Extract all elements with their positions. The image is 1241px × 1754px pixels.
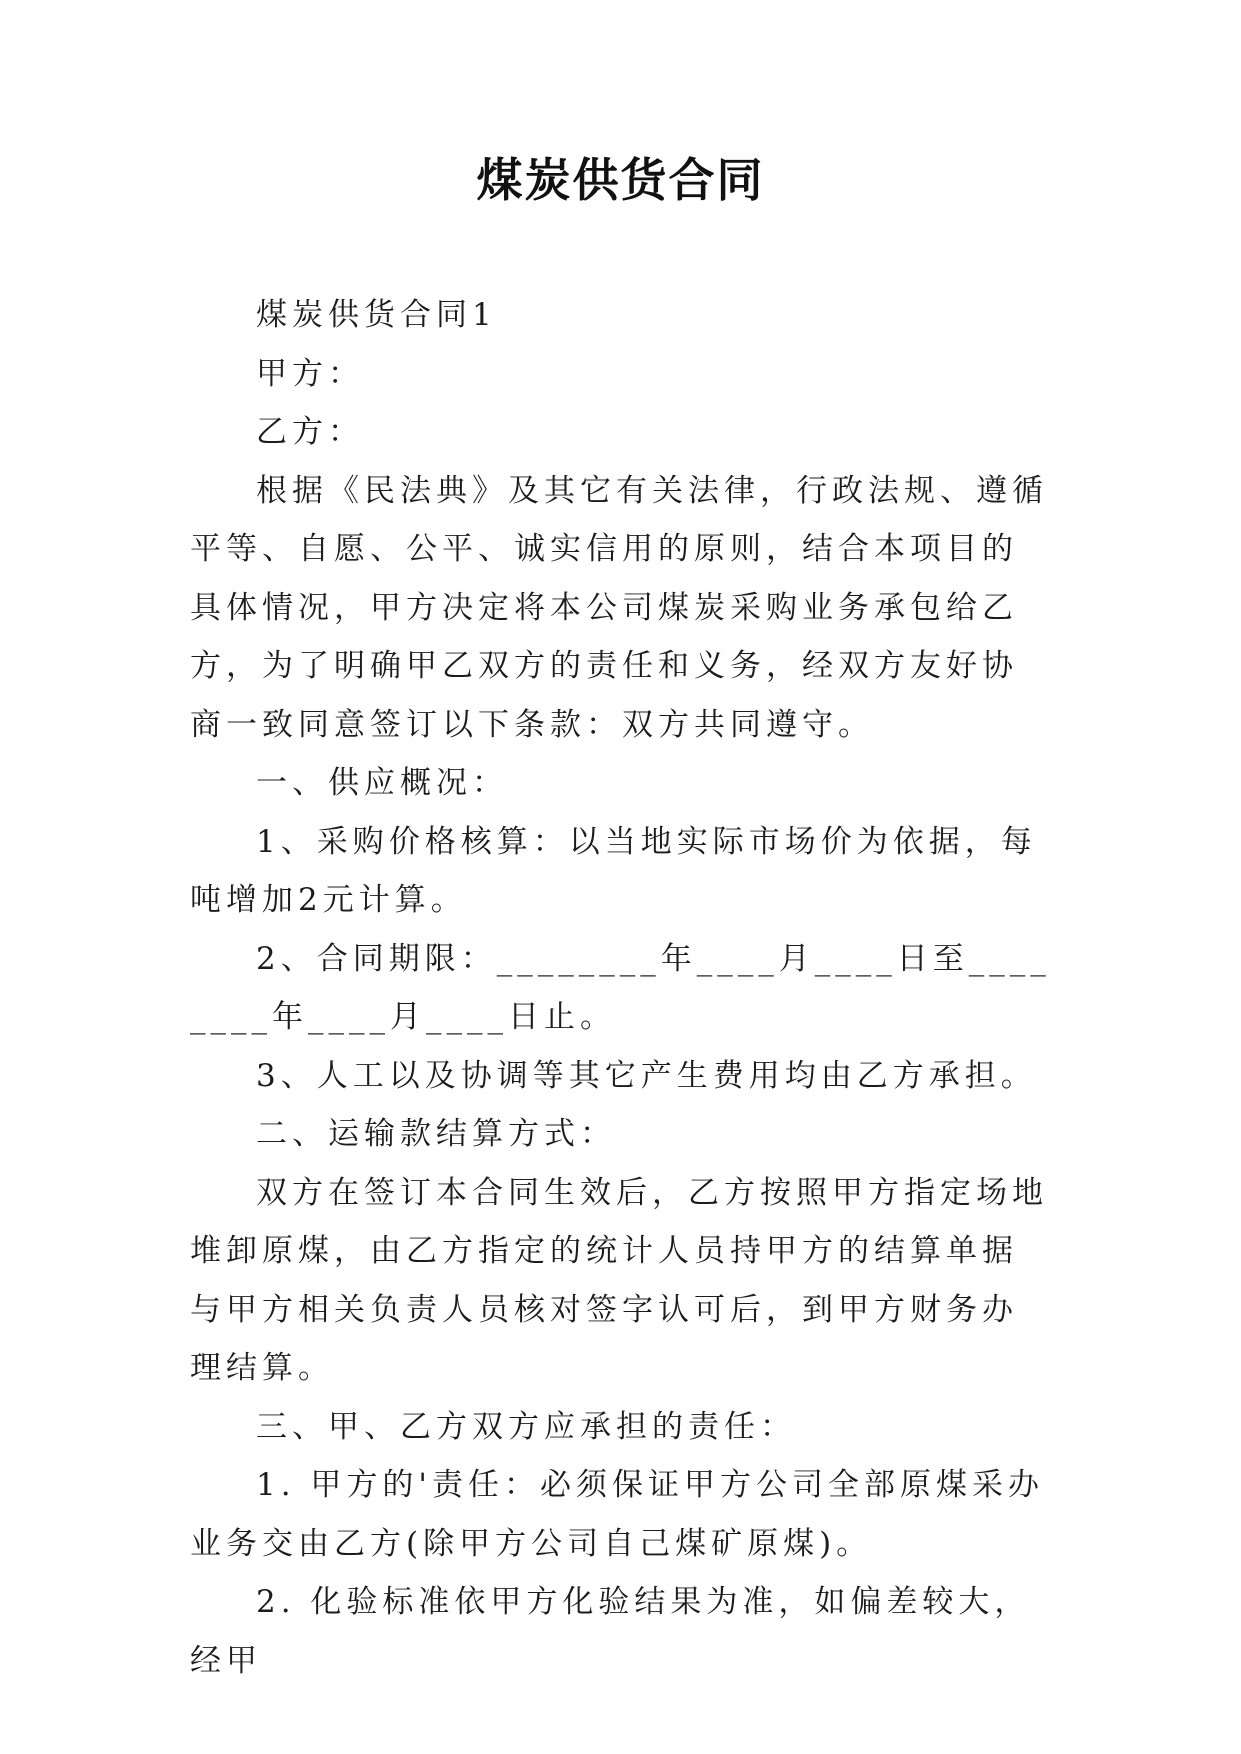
document-body — [190, 286, 1052, 1690]
document-title: 煤炭供货合同 — [476, 153, 765, 207]
clause-labor-costs: 3、人工以及协调等其它产生费用均由乙方承担。 — [256, 1057, 1037, 1094]
paragraph-party-a: 甲方： — [256, 355, 364, 392]
clause-price-calculation: 1、采购价格核算：以当地实际市场价为依据，每吨增加2元计算。 — [190, 823, 1037, 918]
paragraph-party-b: 乙方： — [256, 414, 364, 450]
paragraph-preamble: 根据《民法典》及其它有关法律，行政法规、遵循平等、自愿、公平、诚实信用的原则，结合本项目的具体情况，甲方决定将本公司煤炭采购业务承包给乙方，为了明确甲乙双方的责任和义务，经双方友好协商一致同意签订以下条款：双方共同遵守。 — [190, 472, 1048, 743]
section-heading-supply-overview: 一、供应概况： — [256, 765, 508, 801]
clause-party-a-responsibility: 1. 甲方的'责任：必须保证甲方公司全部原煤采办业务交由乙方(除甲方公司自己煤矿原煤)。 — [190, 1467, 1044, 1562]
section-heading-responsibilities: 三、甲、乙方双方应承担的责任： — [256, 1408, 796, 1445]
paragraph-contract-heading: 煤炭供货合同1 — [256, 297, 497, 333]
section-heading-settlement: 二、运输款结算方式： — [256, 1116, 616, 1152]
clause-testing-standard: 2. 化验标准依甲方化验结果为准，如偏差较大，经甲 — [190, 1584, 1031, 1679]
clause-contract-term: 2、合同期限：________年____月____日至________年____月____日止。 — [190, 940, 1051, 1035]
paragraph-settlement: 双方在签订本合同生效后，乙方按照甲方指定场地堆卸原煤，由乙方指定的统计人员持甲方的结算单据与甲方相关负责人员核对签字认可后，到甲方财务办理结算。 — [190, 1174, 1048, 1386]
